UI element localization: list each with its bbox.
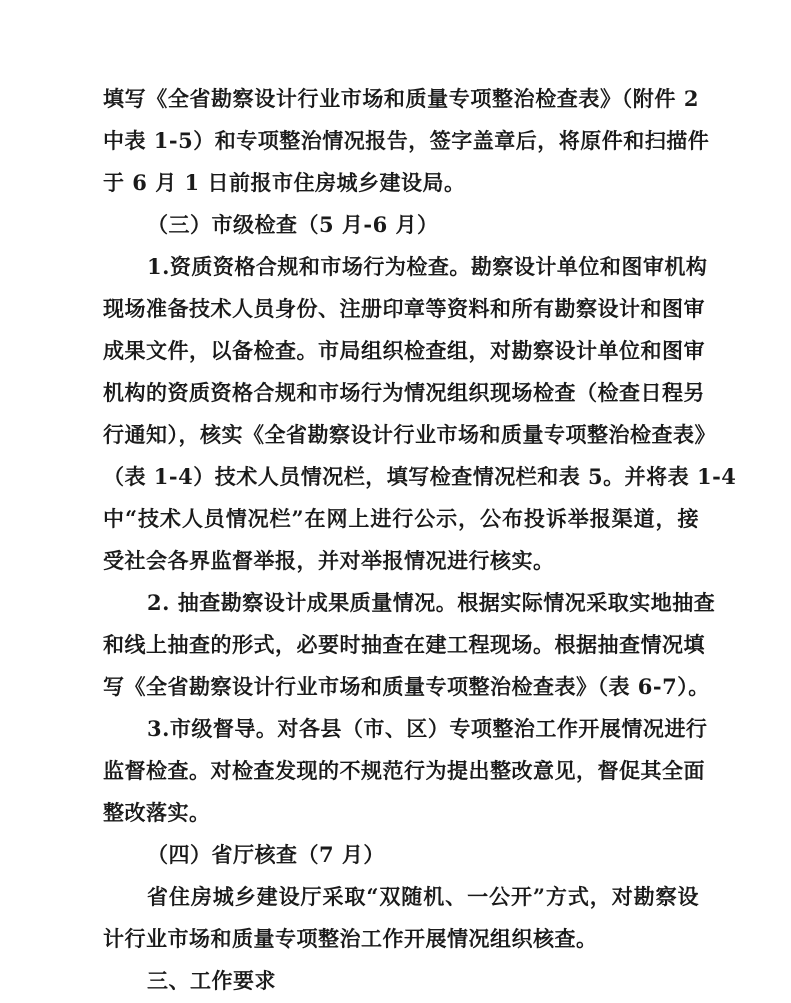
paragraph-start: 2. 抽查勘察设计成果质量情况。根据实际情况采取实地抽查 — [147, 590, 716, 615]
section-heading: （三）市级检查（5 月-6 月） — [147, 212, 439, 237]
paragraph-start: 省住房城乡建设厅采取“双随机、一公开”方式，对勘察设 — [147, 884, 699, 909]
text-line: 和线上抽查的形式，必要时抽查在建工程现场。根据抽查情况填 — [103, 632, 705, 657]
section-heading: （四）省厅核查（7 月） — [147, 842, 385, 867]
section-heading: 三、工作要求 — [147, 968, 276, 993]
text-line: 监督检查。对检查发现的不规范行为提出整改意见，督促其全面 — [103, 758, 705, 783]
text-line: 计行业市场和质量专项整治工作开展情况组织核查。 — [103, 926, 598, 951]
text-line: 现场准备技术人员身份、注册印章等资料和所有勘察设计和图审 — [103, 296, 705, 321]
text-line: 中“技术人员情况栏”在网上进行公示，公布投诉举报渠道，接 — [103, 506, 699, 531]
text-line: 机构的资质资格合规和市场行为情况组织现场检查（检查日程另 — [103, 380, 705, 405]
text-line: 成果文件，以备检查。市局组织检查组，对勘察设计单位和图审 — [103, 338, 705, 363]
document-page — [103, 78, 737, 1002]
text-line: 整改落实。 — [103, 800, 211, 825]
text-line: 中表 1-5）和专项整治情况报告，签字盖章后，将原件和扫描件 — [103, 128, 710, 153]
text-line: 写《全省勘察设计行业市场和质量专项整治检查表》（表 6-7）。 — [103, 674, 710, 699]
text-line: 于 6 月 1 日前报市住房城乡建设局。 — [103, 170, 466, 195]
paragraph-start: 1.资质资格合规和市场行为检查。勘察设计单位和图审机构 — [147, 254, 708, 279]
text-line: （表 1-4）技术人员情况栏，填写检查情况栏和表 5。并将表 1-4 — [103, 464, 737, 489]
text-line: 行通知），核实《全省勘察设计行业市场和质量专项整治检查表》 — [103, 422, 716, 447]
text-line: 填写《全省勘察设计行业市场和质量专项整治检查表》（附件 2 — [103, 86, 699, 111]
text-line: 受社会各界监督举报，并对举报情况进行核实。 — [103, 548, 555, 573]
paragraph-start: 3.市级督导。对各县（市、区）专项整治工作开展情况进行 — [147, 716, 708, 741]
